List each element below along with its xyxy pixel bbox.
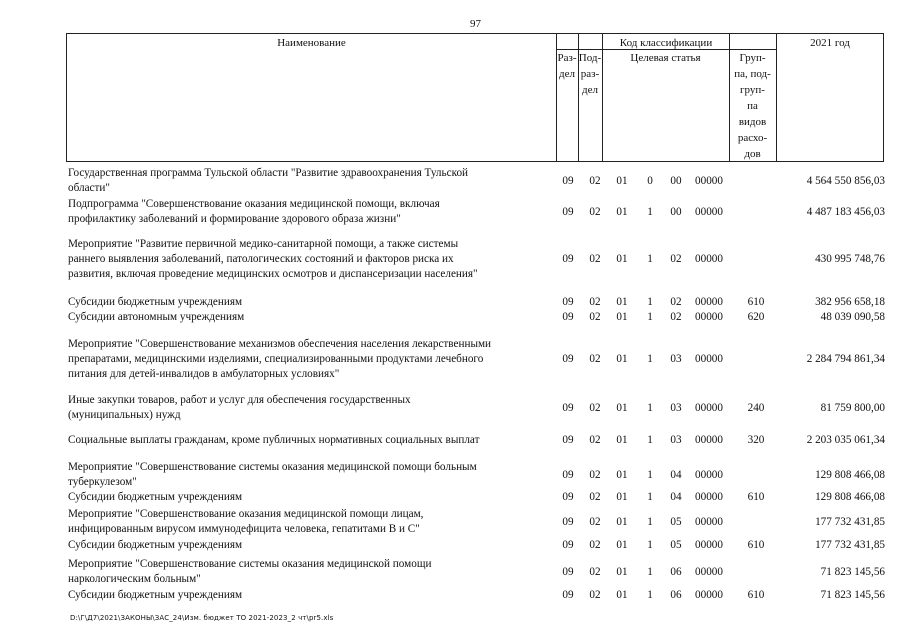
cell-target-event: 02 [670, 296, 682, 308]
cell-target-event: 03 [670, 402, 682, 414]
cell-target-subprogram: 1 [647, 491, 653, 503]
cell-amount: 4 487 183 456,03 [806, 206, 885, 218]
cell-podrazdel: 02 [589, 402, 601, 414]
cell-target-direction: 00000 [695, 206, 723, 218]
row-name-line: туберкулезом" [68, 476, 137, 488]
row-name [68, 337, 558, 382]
cell-target-subprogram: 1 [647, 434, 653, 446]
cell-target-program: 01 [616, 566, 628, 578]
cell-target-subprogram: 1 [647, 516, 653, 528]
cell-expense-group: 610 [747, 589, 765, 601]
cell-target-event: 05 [670, 539, 682, 551]
cell-razdel: 09 [562, 296, 574, 308]
header-code: Код классификации [619, 37, 713, 49]
row-name [68, 393, 558, 423]
cell-target-event: 03 [670, 434, 682, 446]
header-target: Целевая статья [630, 52, 701, 64]
table-row [0, 310, 905, 325]
cell-target-subprogram: 1 [647, 539, 653, 551]
cell-podrazdel: 02 [589, 353, 601, 365]
cell-target-direction: 00000 [695, 491, 723, 503]
row-name-line: раннего выявления заболеваний, патологических состояний и факторов риска их [68, 253, 454, 265]
cell-amount: 430 995 748,76 [815, 253, 885, 265]
cell-podrazdel: 02 [589, 491, 601, 503]
table-row [0, 197, 905, 227]
cell-target-event: 02 [670, 311, 682, 323]
cell-target-direction: 00000 [695, 539, 723, 551]
page-number: 97 [470, 18, 481, 30]
cell-amount: 2 203 035 061,34 [806, 434, 885, 446]
cell-target-program: 01 [616, 469, 628, 481]
row-name-line: Субсидии бюджетным учреждениям [68, 296, 243, 308]
cell-target-program: 01 [616, 402, 628, 414]
cell-amount: 2 284 794 861,34 [806, 353, 885, 365]
row-name [68, 588, 558, 603]
row-name-line: Мероприятие "Совершенствование механизмов обеспечения населения лекарственными [68, 338, 492, 350]
table-row [0, 460, 905, 490]
row-name-line: Иные закупки товаров, работ и услуг для обеспечения государственных [68, 394, 411, 406]
cell-amount: 81 759 800,00 [820, 402, 885, 414]
cell-target-direction: 00000 [695, 296, 723, 308]
cell-razdel: 09 [562, 253, 574, 265]
header-group: Груп- па, под- груп- па видов расхо- дов [734, 52, 771, 160]
row-name [68, 295, 558, 310]
cell-target-subprogram: 1 [647, 402, 653, 414]
row-name [68, 166, 558, 196]
row-name-line: наркологическим больным" [68, 573, 201, 585]
row-name-line: Подпрограмма "Совершенствование оказания медицинской помощи, включая [68, 198, 440, 210]
cell-target-program: 01 [616, 589, 628, 601]
cell-target-event: 00 [670, 175, 682, 187]
cell-target-program: 01 [616, 353, 628, 365]
cell-target-event: 06 [670, 589, 682, 601]
cell-amount: 129 808 466,08 [815, 491, 885, 503]
cell-target-direction: 00000 [695, 566, 723, 578]
table-row [0, 538, 905, 553]
cell-target-subprogram: 1 [647, 253, 653, 265]
cell-podrazdel: 02 [589, 206, 601, 218]
cell-razdel: 09 [562, 516, 574, 528]
cell-target-direction: 00000 [695, 516, 723, 528]
cell-podrazdel: 02 [589, 566, 601, 578]
cell-razdel: 09 [562, 491, 574, 503]
cell-podrazdel: 02 [589, 253, 601, 265]
cell-target-event: 03 [670, 353, 682, 365]
header-year: 2021 год [810, 37, 850, 49]
cell-target-event: 00 [670, 206, 682, 218]
cell-target-direction: 00000 [695, 253, 723, 265]
cell-target-program: 01 [616, 206, 628, 218]
cell-podrazdel: 02 [589, 589, 601, 601]
row-name [68, 237, 558, 282]
row-name-line: Субсидии бюджетным учреждениям [68, 589, 243, 601]
cell-razdel: 09 [562, 434, 574, 446]
cell-target-direction: 00000 [695, 175, 723, 187]
cell-target-program: 01 [616, 175, 628, 187]
cell-razdel: 09 [562, 589, 574, 601]
cell-podrazdel: 02 [589, 539, 601, 551]
cell-target-event: 04 [670, 469, 682, 481]
table-header [66, 33, 884, 162]
cell-amount: 4 564 550 856,03 [806, 175, 885, 187]
cell-target-program: 01 [616, 491, 628, 503]
cell-razdel: 09 [562, 311, 574, 323]
cell-expense-group: 610 [747, 296, 765, 308]
cell-target-program: 01 [616, 434, 628, 446]
cell-amount: 48 039 090,58 [820, 311, 885, 323]
row-name-line: области" [68, 182, 110, 194]
row-name [68, 557, 558, 587]
row-name [68, 310, 558, 325]
cell-target-program: 01 [616, 296, 628, 308]
cell-amount: 71 823 145,56 [820, 589, 885, 601]
row-name [68, 538, 558, 553]
cell-razdel: 09 [562, 539, 574, 551]
row-name-line: Социальные выплаты гражданам, кроме публичных нормативных социальных выплат [68, 434, 480, 446]
cell-expense-group: 610 [747, 539, 765, 551]
cell-razdel: 09 [562, 566, 574, 578]
cell-target-event: 06 [670, 566, 682, 578]
cell-target-direction: 00000 [695, 353, 723, 365]
cell-podrazdel: 02 [589, 434, 601, 446]
row-name-line: препаратами, медицинскими изделиями, специализированными продуктами лечебного [68, 353, 484, 365]
header-name: Наименование [277, 37, 346, 49]
cell-podrazdel: 02 [589, 516, 601, 528]
table-row [0, 490, 905, 505]
row-name-line: Субсидии бюджетным учреждениям [68, 539, 243, 551]
cell-podrazdel: 02 [589, 175, 601, 187]
table-row [0, 295, 905, 310]
cell-amount: 382 956 658,18 [815, 296, 885, 308]
cell-expense-group: 610 [747, 491, 765, 503]
cell-target-event: 04 [670, 491, 682, 503]
cell-razdel: 09 [562, 175, 574, 187]
cell-target-event: 02 [670, 253, 682, 265]
cell-target-direction: 00000 [695, 311, 723, 323]
row-name-line: инфицированным вирусом иммунодефицита человека, гепатитами В и С" [68, 523, 420, 535]
cell-target-program: 01 [616, 311, 628, 323]
row-name [68, 460, 558, 490]
row-name-line: профилактику заболеваний и формирование здорового образа жизни" [68, 213, 401, 225]
cell-target-subprogram: 1 [647, 353, 653, 365]
table-row [0, 337, 905, 382]
cell-razdel: 09 [562, 469, 574, 481]
cell-target-direction: 00000 [695, 434, 723, 446]
row-name-line: питания для детей-инвалидов в амбулаторных условиях" [68, 368, 340, 380]
cell-amount: 71 823 145,56 [820, 566, 885, 578]
cell-podrazdel: 02 [589, 296, 601, 308]
cell-target-subprogram: 1 [647, 469, 653, 481]
row-name-line: Государственная программа Тульской области "Развитие здравоохранения Тульской [68, 167, 469, 179]
cell-expense-group: 620 [747, 311, 765, 323]
header-podrazdel: Под- раз- дел [578, 52, 602, 96]
cell-target-direction: 00000 [695, 589, 723, 601]
table-row [0, 507, 905, 537]
row-name-line: развития, включая проведение медицинских осмотров и диспансеризации населения" [68, 268, 478, 280]
cell-expense-group: 240 [747, 402, 765, 414]
row-name [68, 197, 558, 227]
table-row [0, 237, 905, 282]
row-name [68, 507, 558, 537]
cell-expense-group: 320 [747, 434, 765, 446]
cell-target-subprogram: 1 [647, 589, 653, 601]
row-name [68, 433, 558, 448]
cell-target-subprogram: 1 [647, 566, 653, 578]
row-name-line: Мероприятие "Совершенствование системы оказания медицинской помощи [68, 558, 432, 570]
row-name-line: Мероприятие "Совершенствование системы оказания медицинской помощи больным [68, 461, 477, 473]
cell-razdel: 09 [562, 206, 574, 218]
cell-podrazdel: 02 [589, 311, 601, 323]
file-path-footer: D:\Г\Д7\2021\ЗАКОНЫ\ЗАС_24\Изм. бюджет ТО 2021-2023_2 чт\pr5.xls [70, 614, 334, 622]
table-row [0, 393, 905, 423]
cell-target-subprogram: 1 [647, 311, 653, 323]
cell-target-direction: 00000 [695, 469, 723, 481]
cell-target-subprogram: 0 [647, 175, 653, 187]
row-name-line: Мероприятие "Развитие первичной медико-санитарной помощи, а также системы [68, 238, 459, 250]
cell-razdel: 09 [562, 353, 574, 365]
table-row [0, 433, 905, 448]
cell-target-program: 01 [616, 516, 628, 528]
table-row [0, 557, 905, 587]
cell-target-program: 01 [616, 539, 628, 551]
row-name-line: Мероприятие "Совершенствование оказания медицинской помощи лицам, [68, 508, 424, 520]
cell-target-program: 01 [616, 253, 628, 265]
cell-target-subprogram: 1 [647, 206, 653, 218]
cell-target-subprogram: 1 [647, 296, 653, 308]
table-row [0, 166, 905, 196]
cell-target-direction: 00000 [695, 402, 723, 414]
cell-razdel: 09 [562, 402, 574, 414]
cell-amount: 177 732 431,85 [815, 539, 885, 551]
cell-target-event: 05 [670, 516, 682, 528]
cell-amount: 129 808 466,08 [815, 469, 885, 481]
cell-podrazdel: 02 [589, 469, 601, 481]
row-name [68, 490, 558, 505]
row-name-line: (муниципальных) нужд [68, 409, 181, 421]
row-name-line: Субсидии бюджетным учреждениям [68, 491, 243, 503]
cell-amount: 177 732 431,85 [815, 516, 885, 528]
header-razdel: Раз- дел [557, 52, 577, 80]
row-name-line: Субсидии автономным учреждениям [68, 311, 245, 323]
table-row [0, 588, 905, 603]
